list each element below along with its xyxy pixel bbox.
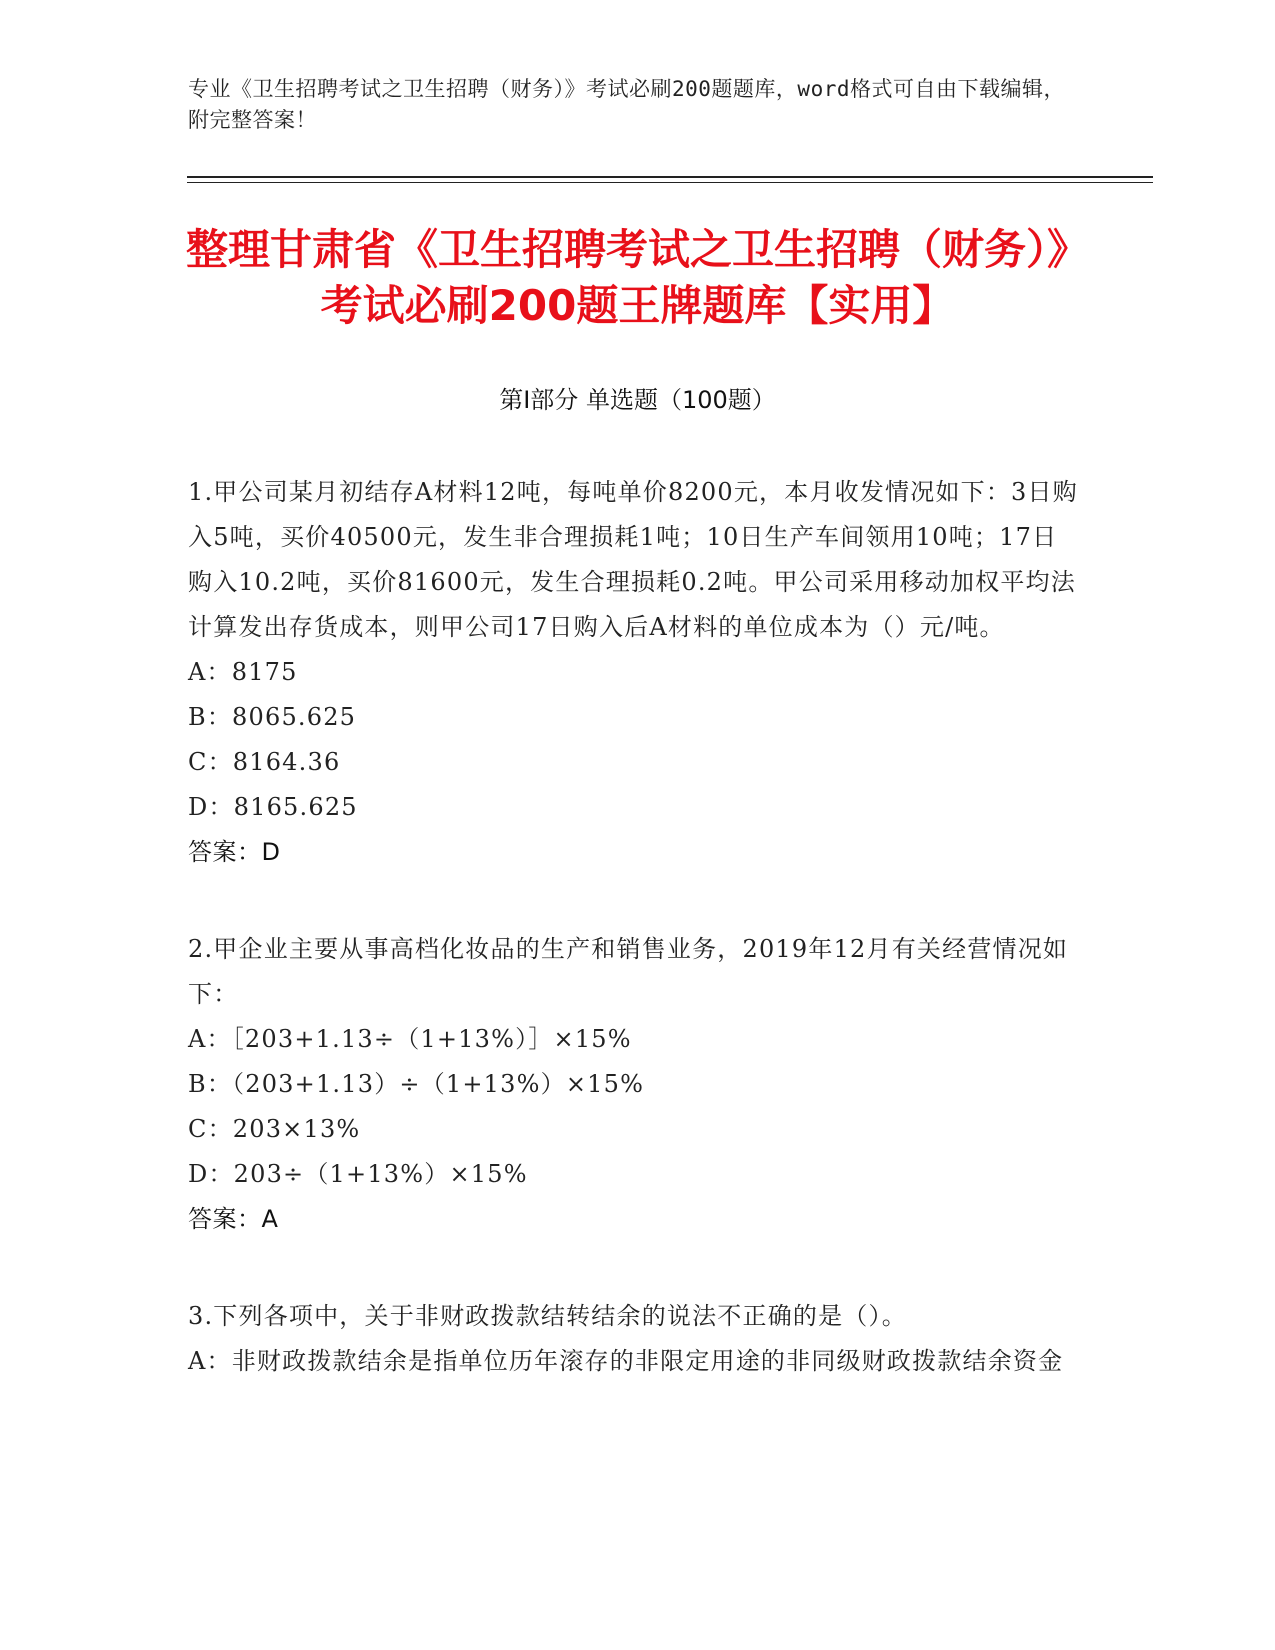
document-title: 整理甘肃省《卫生招聘考试之卫生招聘（财务）》考试必刷200题王牌题库【实用】 bbox=[185, 225, 1089, 330]
option-a: A：8175 bbox=[188, 658, 298, 686]
option-d: D：8165.625 bbox=[188, 793, 358, 821]
header-rule-thick bbox=[187, 176, 1153, 178]
question-2 bbox=[188, 927, 1078, 1242]
option-d: D：203÷（1+13%）×15% bbox=[188, 1160, 528, 1188]
header-rule-thin bbox=[187, 182, 1153, 183]
answer: 答案：A bbox=[188, 1205, 279, 1233]
question-stem: 3.下列各项中，关于非财政拨款结转结余的说法不正确的是（）。 bbox=[188, 1302, 907, 1330]
option-a: A：非财政拨款结余是指单位历年滚存的非限定用途的非同级财政拨款结余资金 bbox=[188, 1347, 1064, 1375]
option-c: C：8164.36 bbox=[188, 748, 341, 776]
option-c: C：203×13% bbox=[188, 1115, 361, 1143]
question-1 bbox=[188, 470, 1078, 875]
section-title: 第I部分 单选题（100题） bbox=[499, 386, 776, 414]
question-stem: 2.甲企业主要从事高档化妆品的生产和销售业务，2019年12月有关经营情况如下： bbox=[188, 935, 1069, 1008]
option-b: B：8065.625 bbox=[188, 703, 357, 731]
header-note: 专业《卫生招聘考试之卫生招聘（财务）》考试必刷200题题库，word格式可自由下载编辑，附完整答案！ bbox=[188, 77, 1065, 132]
answer: 答案：D bbox=[188, 838, 281, 866]
option-a: A：［203+1.13÷（1+13%）］×15% bbox=[188, 1025, 632, 1053]
question-3 bbox=[188, 1294, 1078, 1384]
question-stem: 1.甲公司某月初结存A材料12吨，每吨单价8200元，本月收发情况如下：3日购入5吨，买价40500元，发生非合理损耗1吨；10日生产车间领用10吨；17日购入10.2吨，买价81600元，发生合理损耗0.2吨。甲公司采用移动加权平均法计算发出存货成本，则甲公司17日购入后A材料的单位成本为（）元/吨。 bbox=[188, 478, 1078, 641]
question-list bbox=[188, 470, 1078, 1436]
option-b: B：（203+1.13）÷（1+13%）×15% bbox=[188, 1070, 645, 1098]
